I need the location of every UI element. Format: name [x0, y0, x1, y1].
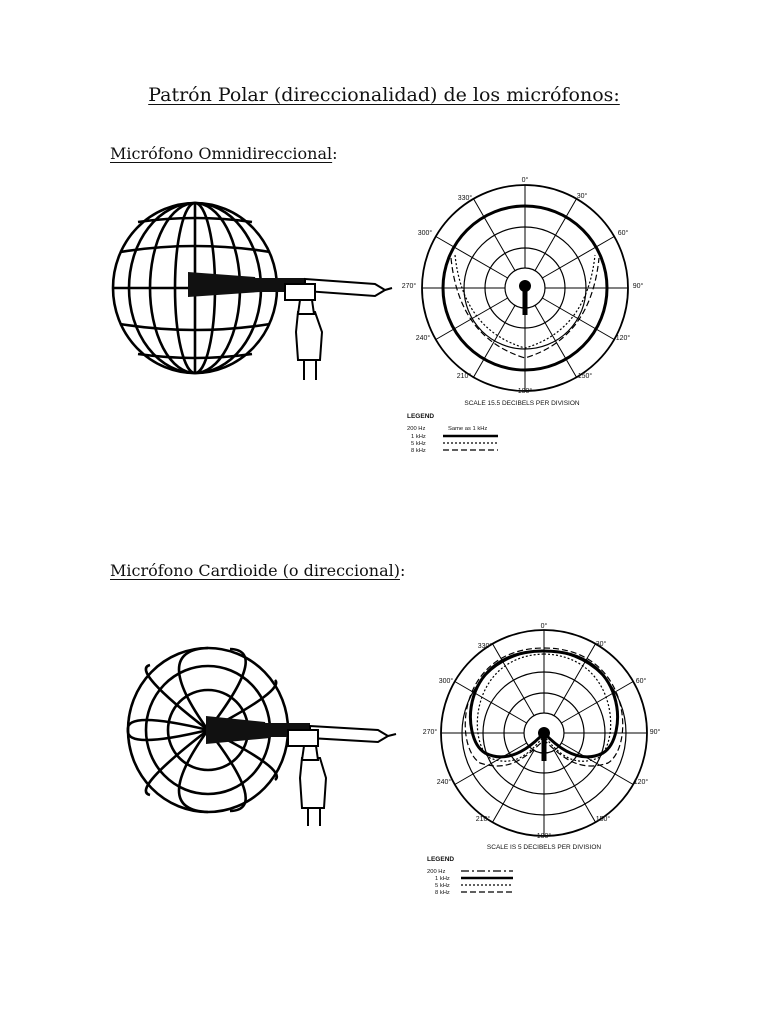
angle-label-30: 30°	[595, 641, 607, 648]
angle-label-330: 330°	[457, 195, 473, 202]
section-heading-omni	[110, 144, 338, 163]
legend-label-5khz: 5 kHz	[435, 883, 450, 889]
legend-label-8khz: 8 kHz	[435, 890, 450, 896]
angle-label-90: 90°	[649, 729, 661, 736]
angle-label-120: 120°	[633, 779, 649, 786]
polar-spoke	[474, 305, 516, 377]
angle-label-150: 150°	[595, 816, 611, 823]
legend-label-8khz: 8 kHz	[411, 448, 426, 454]
polar-spoke	[436, 237, 508, 279]
angle-label-0: 0°	[521, 177, 529, 184]
polar-spoke	[561, 682, 633, 724]
polar-spoke	[474, 199, 516, 271]
polar-spoke	[535, 199, 577, 271]
legend-title: LEGEND	[407, 413, 435, 420]
section-heading-cardioid	[110, 561, 405, 580]
omni-sphere-illustration	[100, 192, 395, 384]
legend-label-1khz: 1 kHz	[411, 434, 426, 440]
legend-label-1khz: 1 kHz	[435, 876, 450, 882]
angle-label-180: 180°	[536, 833, 552, 840]
polar-spoke	[455, 743, 527, 785]
angle-label-180: 180°	[517, 388, 533, 395]
scale-caption: SCALE 15.5 DECIBELS PER DIVISION	[464, 400, 580, 407]
angle-label-60: 60°	[617, 230, 629, 237]
legend-note: Same as 1 kHz	[448, 426, 488, 432]
angle-label-300: 300°	[438, 678, 454, 685]
angle-label-60: 60°	[635, 678, 647, 685]
cardioid-polar-pattern	[413, 618, 681, 920]
angle-label-240: 240°	[415, 335, 431, 342]
angle-label-210: 210°	[456, 373, 472, 380]
omni-polar-pattern	[393, 170, 668, 462]
legend-label-200hz: 200 Hz	[407, 426, 426, 432]
angle-label-300: 300°	[417, 230, 433, 237]
angle-label-0: 0°	[540, 623, 548, 630]
angle-label-30: 30°	[576, 193, 588, 200]
angle-label-120: 120°	[615, 335, 631, 342]
polar-spoke	[542, 237, 614, 279]
angle-label-90: 90°	[632, 283, 644, 290]
legend-title: LEGEND	[427, 856, 455, 863]
polar-spoke	[561, 743, 633, 785]
polar-spoke	[554, 750, 596, 822]
angle-label-270: 270°	[422, 729, 438, 736]
heading-colon: :	[399, 561, 406, 580]
cardioid-sphere-illustration	[110, 640, 405, 832]
scale-caption: SCALE IS 5 DECIBELS PER DIVISION	[486, 844, 602, 851]
heading-colon: :	[332, 144, 338, 163]
section-heading-cardioid-text: Micrófono Cardioide (o direccional)	[110, 561, 400, 580]
polar-spoke	[436, 298, 508, 340]
angle-label-330: 330°	[477, 643, 493, 650]
angle-label-150: 150°	[577, 373, 593, 380]
polar-spoke	[493, 750, 535, 822]
polar-spoke	[542, 298, 614, 340]
legend-label-5khz: 5 kHz	[411, 441, 426, 447]
angle-label-270: 270°	[401, 283, 417, 290]
page-title: Patrón Polar (direccionalidad) de los micrófonos:	[148, 84, 620, 106]
angle-label-210: 210°	[475, 816, 491, 823]
section-heading-omni-text: Micrófono Omnidireccional	[110, 144, 333, 163]
legend-label-200hz: 200 Hz	[427, 869, 446, 875]
angle-label-240: 240°	[436, 779, 452, 786]
